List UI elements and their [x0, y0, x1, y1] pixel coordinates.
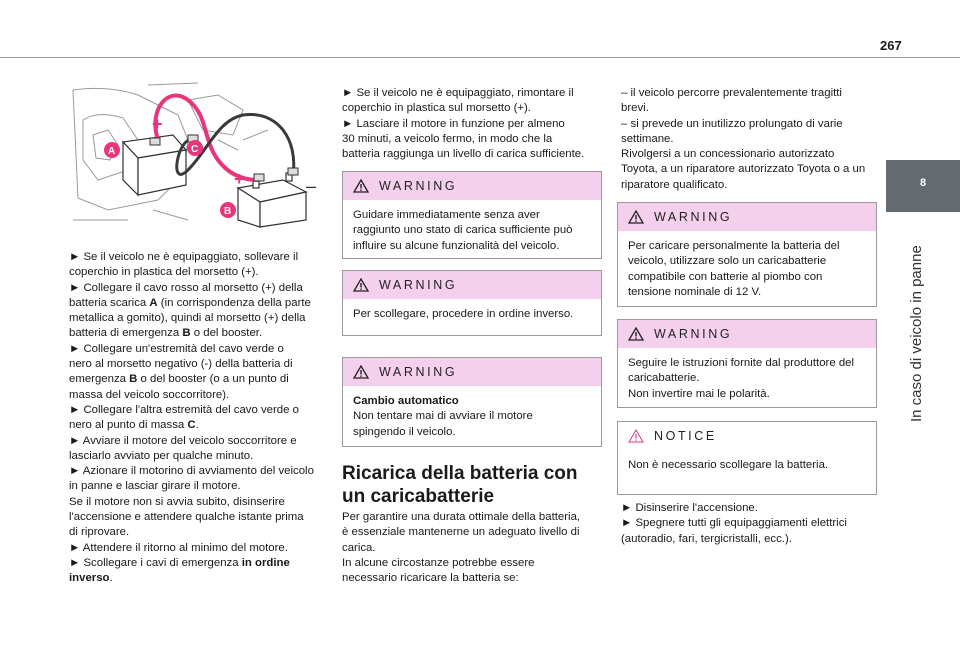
text-line: necessario ricaricare la batteria se: [342, 572, 519, 585]
notice-icon [628, 429, 644, 443]
text-line: Rivolgersi a un concessionario autorizzato [621, 148, 835, 161]
dead-battery-plus: + [152, 114, 163, 134]
text-line: batteria scarica A (in corrispondenza della parte [69, 296, 311, 309]
warning-box-1 [342, 171, 602, 259]
text-line: ► Azionare il motorino di avviamento del veicolo [69, 465, 314, 478]
text-line: ► Avviare il motore del veicolo soccorritore e [69, 434, 297, 447]
text-line: ► Collegare il cavo rosso al morsetto (+) della [69, 281, 303, 294]
text-line: di riprovare. [69, 526, 130, 539]
text-line: brevi. [621, 102, 649, 115]
warning-title: WARNING [654, 327, 733, 341]
warning-body [618, 231, 876, 308]
text-line: (autoradio, fari, tergicristalli, ecc.). [621, 532, 792, 545]
text-line: Toyota, a un riparatore autorizzato Toyota o a un [621, 163, 866, 176]
warning-body [618, 348, 876, 410]
text-line: Guidare immediatamente senza aver [353, 209, 540, 221]
text-line: Per scollegare, procedere in ordine inverso. [353, 308, 574, 320]
jump-start-illustration [68, 80, 328, 228]
text-line: caricabatterie. [628, 372, 700, 385]
left-column-text [69, 250, 331, 587]
text-line: raggiunto uno stato di carica sufficiente può [353, 224, 573, 237]
warning-title: WARNING [379, 278, 458, 292]
text-line: in panne e lasciar girare il motore. [69, 480, 241, 493]
text-line: ► Se il veicolo ne è equipaggiato, rimontare il [342, 87, 574, 99]
warning-title: WARNING [654, 210, 733, 224]
text-line: Non invertire mai le polarità. [628, 387, 770, 400]
warning-lines [353, 409, 591, 440]
text-line: settimane. [621, 132, 674, 145]
text-line: nero al morsetto negativo (-) della batteria di [69, 358, 293, 371]
warning-header [343, 271, 601, 299]
booster-plus: + [234, 169, 245, 189]
warning-body [343, 386, 601, 448]
warning-body [343, 200, 601, 262]
warning-box-2 [342, 270, 602, 336]
text-line: emergenza B o del booster (o a un punto di [69, 373, 289, 386]
section-text [342, 510, 604, 586]
text-line: batteria raggiunga un livello di carica sufficiente. [342, 148, 585, 161]
warning-header [618, 203, 876, 231]
text-line: è essenziale mantenerne un adeguato livello di [342, 526, 580, 539]
header-divider [0, 57, 960, 58]
label-a: A [108, 146, 116, 157]
text-line: ► Collegare un'estremità del cavo verde o [69, 342, 284, 355]
text-line: Per garantire una durata ottimale della batteria, [342, 511, 581, 523]
notice-title: NOTICE [654, 429, 717, 443]
text-line: spingendo il veicolo. [353, 425, 456, 438]
section-title-line1: Ricarica della batteria con [342, 463, 578, 484]
notice-header [618, 422, 876, 450]
text-line: Seguire le istruzioni fornite dal produttore del [628, 357, 855, 369]
text-line: veicolo, utilizzare solo un caricabatterie [628, 255, 827, 268]
text-line: ► Attendere il ritorno al minimo del motore. [69, 541, 288, 554]
label-b: B [224, 206, 232, 217]
warning-title: WARNING [379, 179, 458, 193]
warning-title: WARNING [379, 365, 458, 379]
text-line: nero al punto di massa C. [69, 419, 199, 432]
chapter-label-area [886, 212, 960, 432]
text-line: Non è necessario scollegare la batteria. [628, 459, 829, 471]
warning-icon [353, 365, 369, 379]
warning-box-3 [342, 357, 602, 447]
booster-minus: – [306, 176, 317, 196]
right-intro-text [621, 86, 883, 193]
warning-icon [353, 179, 369, 193]
text-line: 30 minuti, a veicolo fermo, in modo che la [342, 132, 553, 145]
text-line: coperchio in plastica sul morsetto (+). [342, 102, 531, 115]
notice-box [617, 421, 877, 495]
text-line: riparatore qualificato. [621, 178, 728, 191]
warning-header [343, 172, 601, 200]
text-line: ► Collegare l'altra estremità del cavo verde o [69, 403, 299, 416]
label-c: C [191, 144, 199, 155]
page-number: 267 [880, 38, 902, 53]
middle-intro-text [342, 86, 604, 162]
warning-subheading: Cambio automatico [353, 395, 459, 407]
text-line: ► Se il veicolo ne è equipaggiato, sollevare il [69, 251, 299, 263]
jump-start-diagram [68, 80, 328, 228]
notice-body [618, 450, 876, 481]
text-line: ► Spegnere tutti gli equipaggiamenti elettrici [621, 517, 847, 530]
text-line: – si prevede un inutilizzo prolungato di varie [621, 117, 843, 130]
text-line: coperchio in plastica del morsetto (+). [69, 266, 259, 279]
warning-icon [628, 327, 644, 341]
text-line: – il veicolo percorre prevalentemente tragitti [621, 87, 842, 99]
chapter-tab[interactable] [886, 160, 960, 212]
text-line: Non tentare mai di avviare il motore [353, 410, 533, 423]
text-line: tensione nominale di 12 V. [628, 285, 762, 298]
warning-box-5 [617, 319, 877, 408]
text-line: influire su alcune funzionalità del veicolo. [353, 239, 560, 252]
warning-body [343, 299, 601, 330]
text-line: ► Disinserire l'accensione. [621, 502, 758, 514]
text-line: compatibile con batterie al piombo con [628, 270, 823, 283]
chapter-title: In caso di veicolo in panne [908, 245, 925, 422]
warning-header [618, 320, 876, 348]
warning-icon [353, 278, 369, 292]
warning-header [343, 358, 601, 386]
right-outro-text [621, 501, 883, 547]
text-line: lasciarlo avviato per qualche minuto. [69, 449, 254, 462]
text-line: carica. [342, 541, 376, 554]
text-line: batteria di emergenza B o del booster. [69, 327, 263, 340]
text-line: Per caricare personalmente la batteria del [628, 240, 840, 252]
warning-box-4 [617, 202, 877, 307]
section-title-line2: un caricabatterie [342, 486, 495, 507]
chapter-number: 8 [919, 177, 927, 189]
text-line: inverso. [69, 572, 113, 585]
text-line: massa del veicolo soccorritore). [69, 388, 230, 401]
text-line: l'accensione e attendere qualche istante prima [69, 511, 304, 524]
text-line: In alcune circostanze potrebbe essere [342, 556, 535, 569]
text-line: Se il motore non si avvia subito, disinserire [69, 495, 285, 508]
text-line: ► Scollegare i cavi di emergenza in ordine [69, 556, 290, 569]
warning-icon [628, 210, 644, 224]
text-line: metallica a gomito), quindi al morsetto (+) della [69, 312, 306, 325]
text-line: ► Lasciare il motore in funzione per almeno [342, 117, 565, 130]
